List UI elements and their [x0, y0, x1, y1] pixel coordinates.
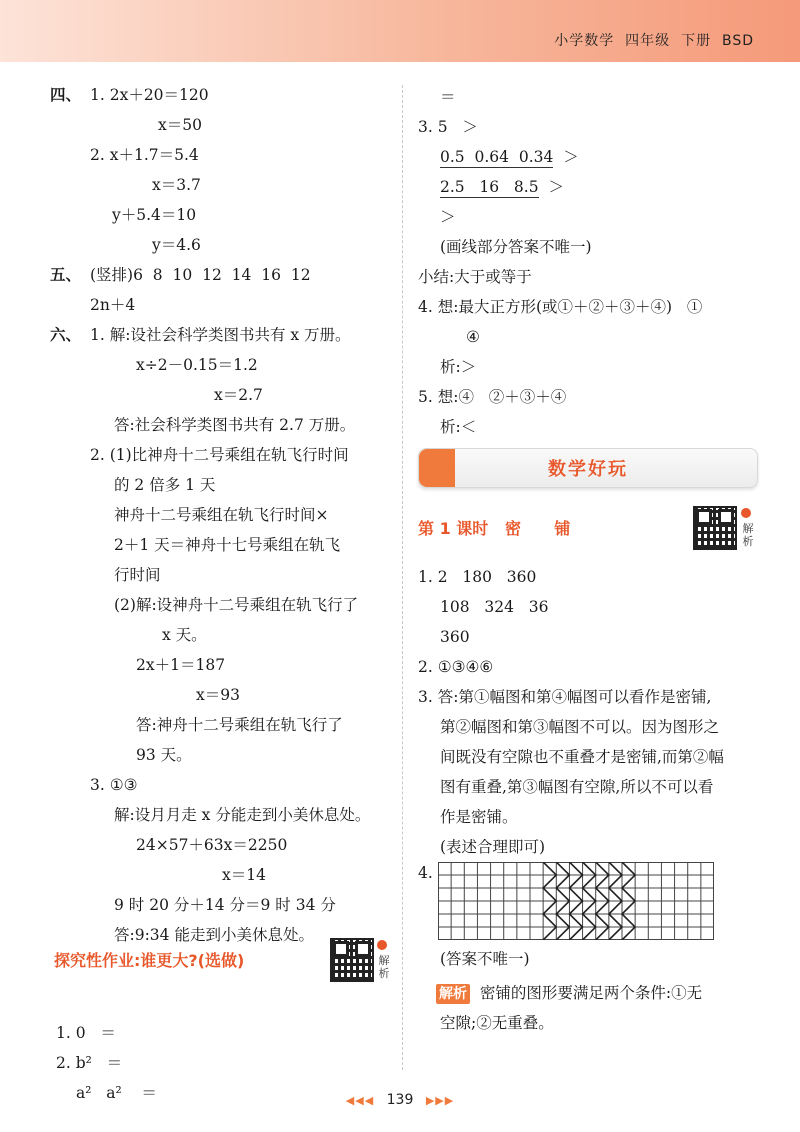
- answer-line: 答:神舟十二号乘组在轨飞行了: [136, 716, 343, 734]
- section-4-label: 四、: [50, 86, 82, 104]
- answer-line: 2. x＋1.7＝5.4: [90, 146, 199, 164]
- answer-line: 的 2 倍多 1 天: [114, 476, 216, 494]
- book-info: 小学数学 四年级 下册 BSD: [554, 33, 754, 49]
- analysis-line: 空隙;②无重叠。: [440, 1014, 554, 1032]
- answer-line: 1. 0 ＝: [56, 1024, 116, 1042]
- answer-line: 析:＜: [440, 418, 477, 436]
- qr-code[interactable]: [330, 938, 374, 982]
- answer-line: 1. 2x＋20＝120: [90, 86, 209, 104]
- answer-line: 神舟十二号乘组在轨飞行时间×: [114, 506, 329, 524]
- analysis-line: 解析 密铺的图形要满足两个条件:①无: [436, 982, 702, 1004]
- answer-line: ＞: [440, 208, 456, 226]
- answer-line: 小结:大于或等于: [418, 268, 532, 286]
- answer-line: (画线部分答案不唯一): [440, 238, 592, 256]
- answer-line: 2. b² ＝: [56, 1054, 123, 1072]
- answer-line: 2＋1 天＝神舟十七号乘组在轨飞: [114, 536, 341, 554]
- qr-label: 解析: [742, 522, 754, 548]
- answer-line: 解:设月月走 x 分能走到小美休息处。: [114, 806, 371, 824]
- answer-line: x＝14: [222, 866, 266, 884]
- answer-line: x＝3.7: [152, 176, 201, 194]
- right-arrows-icon: ▶▶▶: [425, 1094, 455, 1107]
- banner-title: 数学好玩: [548, 459, 628, 480]
- section-banner: [418, 448, 758, 488]
- answer-line: 2.5 16 8.5 ＞: [440, 178, 564, 196]
- question-number: 4.: [418, 864, 433, 882]
- explore-title: 探究性作业:谁更大?(选做): [54, 951, 245, 970]
- answer-line: y＝4.6: [152, 236, 201, 254]
- analysis-tag: 解析: [436, 984, 470, 1004]
- answer-line: 5. 想:④ ②＋③＋④: [418, 388, 567, 406]
- answer-line: 作是密铺。: [440, 808, 518, 826]
- answer-line: (答案不唯一): [440, 950, 530, 968]
- underlined-answer: 0.5 0.64 0.34: [440, 148, 554, 166]
- answer-line: 析:＞: [440, 358, 477, 376]
- answer-line: 0.5 0.64 0.34 ＞: [440, 148, 579, 166]
- section-6-label: 六、: [50, 326, 82, 344]
- answer-line: x＝93: [196, 686, 240, 704]
- answer-line: x 天。: [162, 626, 207, 644]
- answer-line: 4. 想:最大正方形(或①＋②＋③＋④) ①: [418, 298, 703, 316]
- answer-line: 3. 答:第①幅图和第④幅图可以看作是密铺,: [418, 688, 712, 706]
- answer-line: (表述合理即可): [440, 838, 546, 856]
- play-icon: [741, 508, 751, 518]
- answer-line: x÷2－0.15＝1.2: [136, 356, 258, 374]
- answer-line: ④: [466, 328, 480, 346]
- answer-line: 2x＋1＝187: [136, 656, 226, 674]
- answer-line: ＝: [440, 88, 456, 106]
- answer-line: 3. 5 ＞: [418, 118, 478, 136]
- answer-line: 间既没有空隙也不重叠才是密铺,而第②幅: [440, 748, 724, 766]
- answer-line: y＋5.4＝10: [112, 206, 197, 224]
- answer-line: 1. 2 180 360: [418, 568, 537, 586]
- tessellation-grid: [438, 862, 714, 940]
- answer-line: 9 时 20 分＋14 分＝9 时 34 分: [114, 896, 336, 914]
- answer-line: 3. ①③: [90, 776, 138, 794]
- answer-line: 2. (1)比神舟十二号乘组在轨飞行时间: [90, 446, 349, 464]
- page-number: ◀◀◀ 139 ▶▶▶: [345, 1092, 455, 1108]
- answer-line: 答:9:34 能走到小美休息处。: [114, 926, 314, 944]
- answer-line: 1. 解:设社会科学类图书共有 x 万册。: [90, 326, 351, 344]
- answer-line: 24×57＋63x＝2250: [136, 836, 288, 854]
- answer-line: (2)解:设神舟十二号乘组在轨飞行了: [114, 596, 359, 614]
- underlined-answer: 2.5 16 8.5: [440, 178, 539, 196]
- answer-line: 2. ①③④⑥: [418, 658, 494, 676]
- answer-line: 108 324 36: [440, 598, 549, 616]
- play-icon: [377, 940, 387, 950]
- answer-line: 答:社会科学类图书共有 2.7 万册。: [114, 416, 356, 434]
- answer-line: x＝2.7: [214, 386, 263, 404]
- column-divider: [402, 85, 403, 1070]
- answer-line: 图有重叠,第③幅图有空隙,所以不可以看: [440, 778, 714, 796]
- lesson-title: 第 1 课时 密 铺: [418, 519, 571, 538]
- answer-line: 93 天。: [136, 746, 192, 764]
- answer-line: (竖排)6 8 10 12 14 16 12: [90, 266, 311, 284]
- answer-line: 2n＋4: [90, 296, 136, 314]
- answer-line: a² a² ＝: [76, 1084, 157, 1102]
- answer-line: 360: [440, 628, 470, 646]
- left-arrows-icon: ◀◀◀: [345, 1094, 375, 1107]
- qr-code[interactable]: [693, 506, 737, 550]
- answer-line: 第②幅图和第③幅图不可以。因为图形之: [440, 718, 720, 736]
- answer-line: x＝50: [158, 116, 202, 134]
- qr-label: 解析: [378, 954, 390, 980]
- answer-line: 行时间: [114, 566, 161, 584]
- section-5-label: 五、: [50, 266, 82, 284]
